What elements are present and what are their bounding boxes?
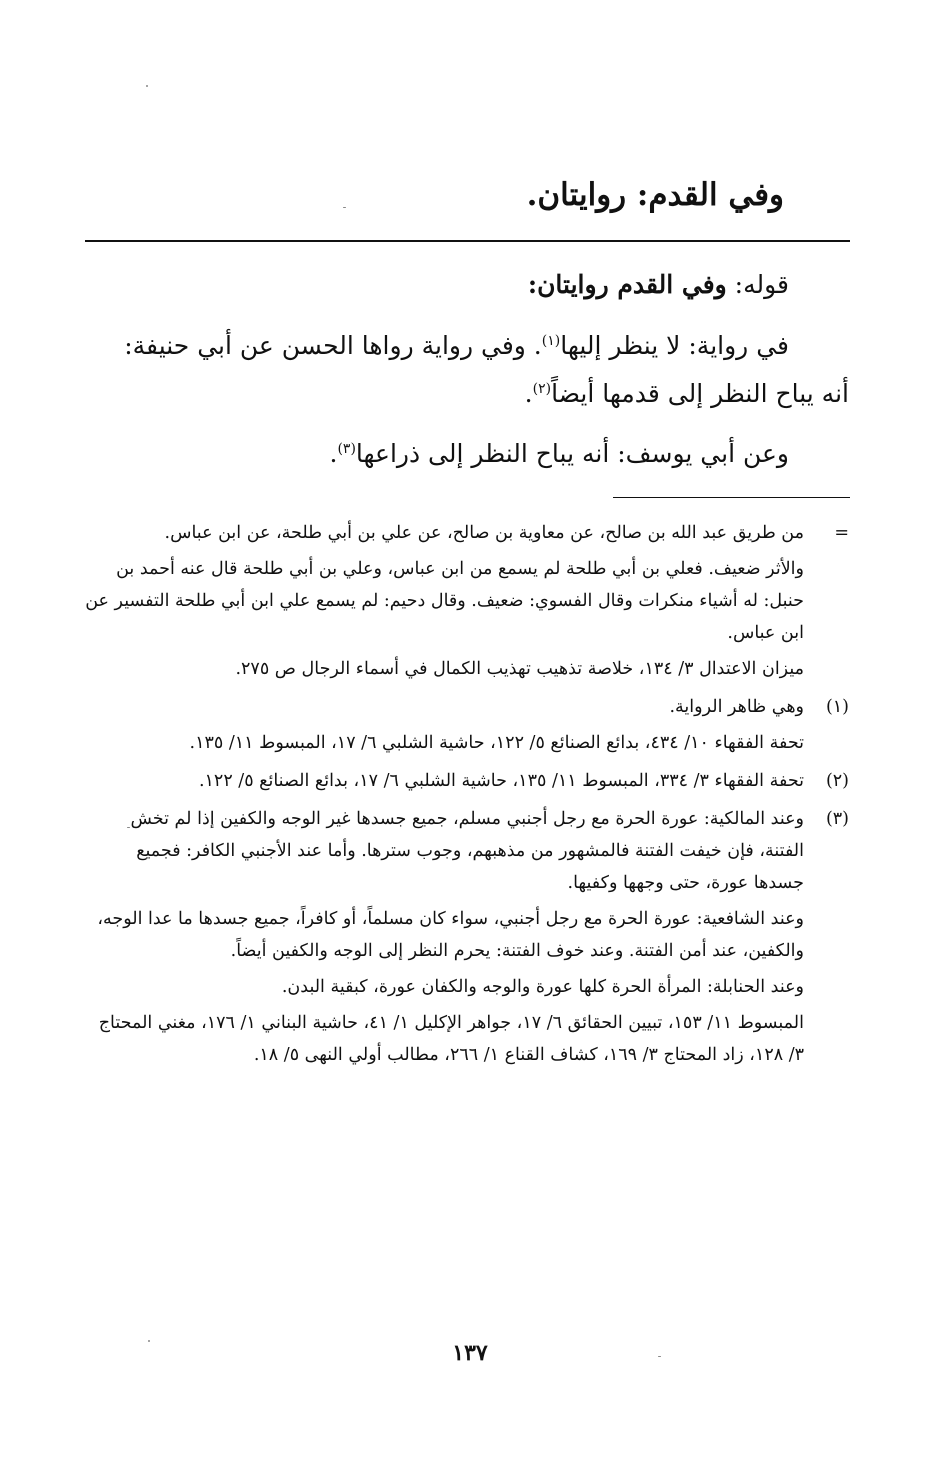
text-span: . [329,439,338,468]
sharh-heading-prefix: قوله: [726,270,789,299]
sharh-paragraph-1 [89,322,849,418]
footnote-paragraph: وعند الشافعية: عورة الحرة مع رجل أجنبي، سواء كان مسلماً، أو كافراً، جميع جسدها ما عدا الوجه، والكفين، عند أمن الفتنة. وعند خوف الفتنة: يحرم النظر إلى الوجه والكفين أيضاً. [97,909,804,961]
footnote-paragraph: والأثر ضعيف. فعلي بن أبي طلحة لم يسمع من ابن عباس، وعلي بن أبي طلحة قال عنه أحمد بن حنبل: له أشياء منكرات وقال الفسوي: ضعيف. وقال دحيم: لم يسمع علي ابن أبي طلحة التفسير عن ابن عباس. [85,559,804,643]
footnote-paragraph: المبسوط ١١/ ١٥٣، تبيين الحقائق ٦/ ١٧، جواهر الإكليل ١/ ٤١، حاشية البناني ١/ ١٧٦، مغني المحتاج ٣/ ١٢٨، زاد المحتاج ٣/ ١٦٩، كشاف القناع ١/ ٢٦٦، مطالب أولي النهى ٥/ ١٨. [98,1013,804,1065]
text-span: أنه يباح النظر إلى قدمها أيضاً [551,379,849,408]
text-span: في رواية: لا ينظر إليها [560,331,789,360]
footnote-paragraph: تحفة الفقهاء ٣/ ٣٣٤، المبسوط ١١/ ١٣٥، حاشية الشلبي ٦/ ١٧، بدائع الصنائع ٥/ ١٢٢. [198,771,804,791]
text-span: . وفي رواية رواها الحسن عن أبي حنيفة: [124,331,542,360]
matn-title: وفي القدم: روايتان. [526,177,784,213]
footnote-paragraph: وعند المالكية: عورة الحرة مع رجل أجنبي مسلم، جميع جسدها غير الوجه والكفين إذا لم تخش الفتنة، فإن خيفت الفتنة فالمشهور من مذهبهم، وجوب سترها. وأما عند الأجنبي الكافر: فجميع جسدها عورة، حتى وجهها وكفيها. [130,809,804,893]
footnote-1 [84,691,849,759]
footnote-divider [613,497,850,498]
text-span: وعن أبي يوسف: أنه يباح النظر إلى ذراعها [355,439,789,468]
footnote-ref-3[interactable]: (٣) [337,441,356,457]
footnote-ref-1[interactable]: (١) [541,333,561,349]
footnote-paragraph: من طريق عبد الله بن صالح، عن معاوية بن صالح، عن علي بن أبي طلحة، عن ابن عباس. [164,523,804,543]
scan-speck [343,207,346,208]
footnote-continuation [84,517,849,685]
footnote-marker: = [834,523,849,543]
footnote-marker: (٢) [825,771,849,791]
footnote-paragraph: ميزان الاعتدال ٣/ ١٣٤، خلاصة تذهيب تهذيب الكمال في أسماء الرجال ص ٢٧٥. [235,659,804,679]
page-number: ١٣٧ [452,1340,488,1366]
footnote-paragraph: تحفة الفقهاء ١٠/ ٤٣٤، بدائع الصنائع ٥/ ١٢٢، حاشية الشلبي ٦/ ١٧، المبسوط ١١/ ١٣٥. [189,733,804,753]
text-span: . [524,379,533,408]
footnote-marker: (١) [825,697,849,717]
footnote-paragraph: وهي ظاهر الرواية. [669,697,804,717]
sharh-heading-quote: وفي القدم روايتان: [527,270,727,299]
footnote-marker: (٣) [825,809,849,829]
sharh-paragraph-1-line-1 [89,322,849,370]
sharh-heading [89,262,789,308]
footnote-2 [84,765,849,797]
footnote-ref-2[interactable]: (٢) [532,381,552,397]
scan-speck [658,1356,661,1357]
scan-speck [127,827,130,828]
sharh-paragraph-2 [89,430,789,478]
scan-speck [148,1340,150,1342]
footnote-3 [84,803,849,1071]
sharh-paragraph-1-line-2 [89,370,849,418]
matn-divider [85,240,850,242]
footnote-paragraph: وعند الحنابلة: المرأة الحرة كلها عورة والوجه والكفان عورة، كبقية البدن. [281,977,804,997]
footnotes-section [84,517,849,1075]
scan-speck [146,85,148,87]
